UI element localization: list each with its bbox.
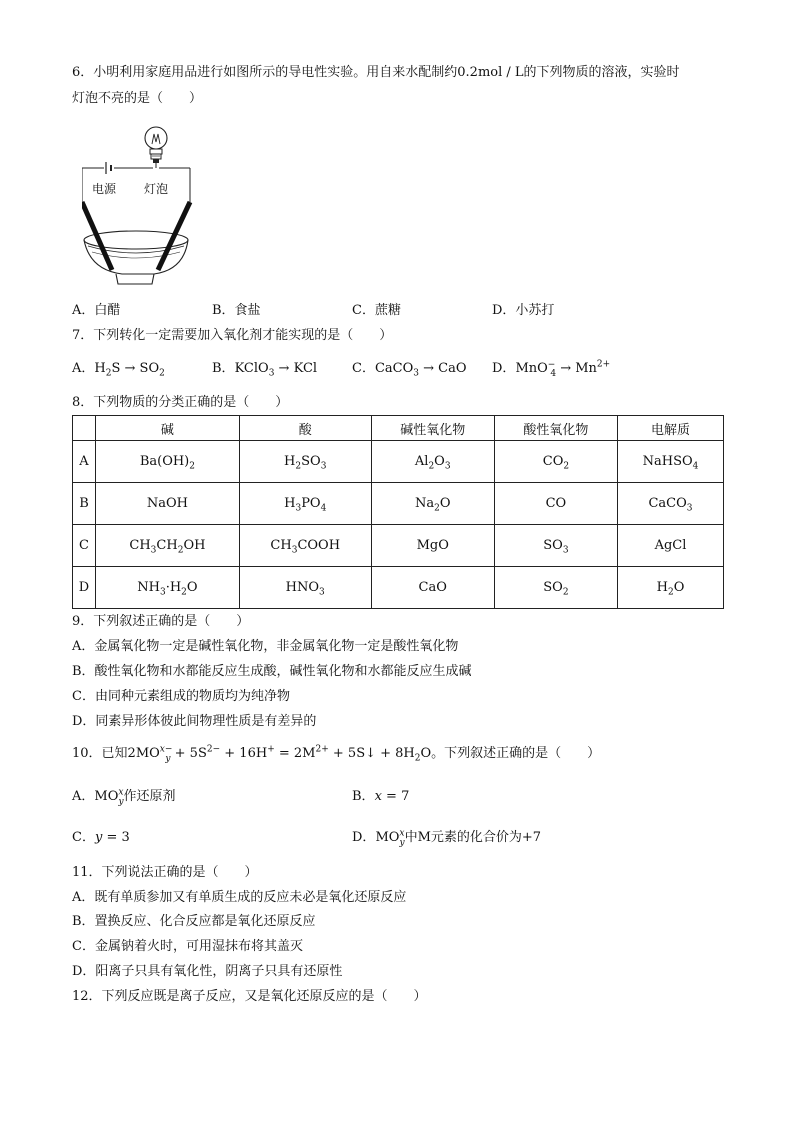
table-cell: CaCO$_3$ bbox=[618, 483, 724, 525]
table-cell: $SO_3$ bbox=[494, 525, 617, 567]
table-cell: $NH_3\cdot H_2O$ bbox=[96, 567, 240, 609]
row-label: D bbox=[73, 567, 96, 609]
table-cell: $CO_2$ bbox=[494, 441, 617, 483]
row-label: B bbox=[73, 483, 96, 525]
table-cell: $SO_2$ bbox=[494, 567, 617, 609]
header-acidic-oxide: 酸性氧化物 bbox=[494, 416, 617, 441]
q10-option-a-label: A． bbox=[72, 789, 95, 804]
q9-stem: 9．下列叙述正确的是（ ） bbox=[72, 614, 250, 629]
table-cell: $H_3PO_4$ bbox=[239, 483, 371, 525]
q11-option-b[interactable]: B．置换反应、化合反应都是氧化还原反应 bbox=[72, 914, 316, 929]
table-cell: CaO bbox=[371, 567, 494, 609]
q9-option-a[interactable]: A．金属氧化物一定是碱性氧化物，非金属氧化物一定是酸性氧化物 bbox=[72, 639, 459, 654]
table-cell: $Al_2O_3$ bbox=[371, 441, 494, 483]
q10-option-a-text: 作还原剂 bbox=[123, 789, 176, 804]
q6-stem-line2: 灯泡不亮的是（ ） bbox=[72, 91, 203, 106]
q10-option-c[interactable]: C．y = 3 bbox=[72, 830, 130, 845]
table-cell: NaHSO$_4$ bbox=[618, 441, 724, 483]
q10-option-c-label: C． bbox=[72, 830, 95, 845]
table-cell: $Na_2O$ bbox=[371, 483, 494, 525]
header-basic-oxide: 碱性氧化物 bbox=[371, 416, 494, 441]
power-source-label: 电源 bbox=[92, 182, 117, 196]
q8-stem: 8．下列物质的分类正确的是（ ） bbox=[72, 395, 289, 410]
table-cell: MgO bbox=[371, 525, 494, 567]
q11-option-c[interactable]: C．金属钠着火时，可用湿抹布将其盖灭 bbox=[72, 939, 303, 954]
table-cell: $HNO_3$ bbox=[239, 567, 371, 609]
table-corner-cell bbox=[73, 416, 96, 441]
q11-stem: 11．下列说法正确的是（ ） bbox=[72, 865, 258, 880]
q10-prefix: 10．已知 bbox=[72, 746, 128, 761]
q11-option-a[interactable]: A．既有单质参加又有单质生成的反应未必是氧化还原反应 bbox=[72, 890, 407, 905]
q11-option-d[interactable]: D．阳离子只具有氧化性，阴离子只具有还原性 bbox=[72, 964, 343, 979]
q10-option-b-label: B． bbox=[352, 789, 375, 804]
table-cell: $H_2SO_3$ bbox=[239, 441, 371, 483]
circuit-bowl-icon bbox=[82, 122, 198, 292]
q6-stem-line1: 6．小明利用家庭用品进行如图所示的导电性实验。用自来水配制约0.2mol / L的下列物质的溶液，实验时 bbox=[72, 65, 680, 80]
q7-option-c[interactable]: C．CaCO$_3$ → CaO bbox=[352, 361, 467, 379]
q9-option-c[interactable]: C．由同种元素组成的物质均为纯净物 bbox=[72, 689, 290, 704]
bulb-label: 灯泡 bbox=[144, 182, 169, 196]
q9-option-b[interactable]: B．酸性氧化物和水都能反应生成酸，碱性氧化物和水都能反应生成碱 bbox=[72, 664, 472, 679]
header-base: 碱 bbox=[96, 416, 240, 441]
q12-stem: 12．下列反应既是离子反应，又是氧化还原反应的是（ ） bbox=[72, 989, 427, 1004]
q7-option-b-label: B． bbox=[212, 361, 235, 376]
q6-option-a[interactable]: A．白醋 bbox=[72, 303, 121, 318]
row-label: C bbox=[73, 525, 96, 567]
table-cell: NaOH bbox=[96, 483, 240, 525]
table-cell: $H_2O$ bbox=[618, 567, 724, 609]
q7-option-b[interactable]: B．KClO$_3$ → KCl bbox=[212, 361, 318, 379]
conductivity-experiment-figure bbox=[82, 122, 198, 292]
q6-option-c[interactable]: C．蔗糖 bbox=[352, 303, 401, 318]
header-acid: 酸 bbox=[239, 416, 371, 441]
classification-table bbox=[72, 415, 724, 609]
q10-option-b[interactable]: B．x = 7 bbox=[352, 789, 410, 804]
q7-option-a-label: A． bbox=[72, 361, 95, 376]
table-cell: $Ba(OH)_2$ bbox=[96, 441, 240, 483]
table-cell: $CH_3COOH$ bbox=[239, 525, 371, 567]
table-row bbox=[73, 483, 724, 525]
header-electrolyte: 电解质 bbox=[618, 416, 724, 441]
q9-option-d[interactable]: D．同素异形体彼此间物理性质是有差异的 bbox=[72, 714, 317, 729]
table-cell: CO bbox=[494, 483, 617, 525]
table-cell: AgCl bbox=[618, 525, 724, 567]
q6-option-d[interactable]: D．小苏打 bbox=[492, 303, 555, 318]
q10-suffix: 。下列叙述正确的是（ ） bbox=[431, 746, 601, 761]
q7-option-d-label: D． bbox=[492, 361, 516, 376]
q7-option-a[interactable]: A．$H_2S \to SO_2$ bbox=[72, 361, 165, 379]
table-cell: $CH_3CH_2OH$ bbox=[96, 525, 240, 567]
q10-option-d-text: 中M元素的化合价为+7 bbox=[404, 830, 542, 845]
q7-stem: 7．下列转化一定需要加入氧化剂才能实现的是（ ） bbox=[72, 328, 393, 343]
table-row bbox=[73, 441, 724, 483]
q10-stem: 10．已知$2MO^{x-}_y + 5S^{2-} + 16H^+ = 2M^{2+}$ + 5S↓ + $8H_2O$。下列叙述正确的是（ ） bbox=[72, 744, 601, 764]
q10-option-d[interactable]: D．$MO^x_y$中M元素的化合价为+7 bbox=[352, 828, 542, 848]
q6-option-b[interactable]: B．食盐 bbox=[212, 303, 261, 318]
q7-option-c-label: C． bbox=[352, 361, 375, 376]
row-label: A bbox=[73, 441, 96, 483]
table-row bbox=[73, 567, 724, 609]
table-row bbox=[73, 525, 724, 567]
table-header-row bbox=[73, 416, 724, 441]
q10-option-a[interactable]: A．$MO^x_y$作还原剂 bbox=[72, 787, 176, 807]
q10-option-d-label: D． bbox=[352, 830, 376, 845]
q7-option-d[interactable]: D．$MnO^-_4 \to Mn^{2+}$ bbox=[492, 359, 611, 379]
